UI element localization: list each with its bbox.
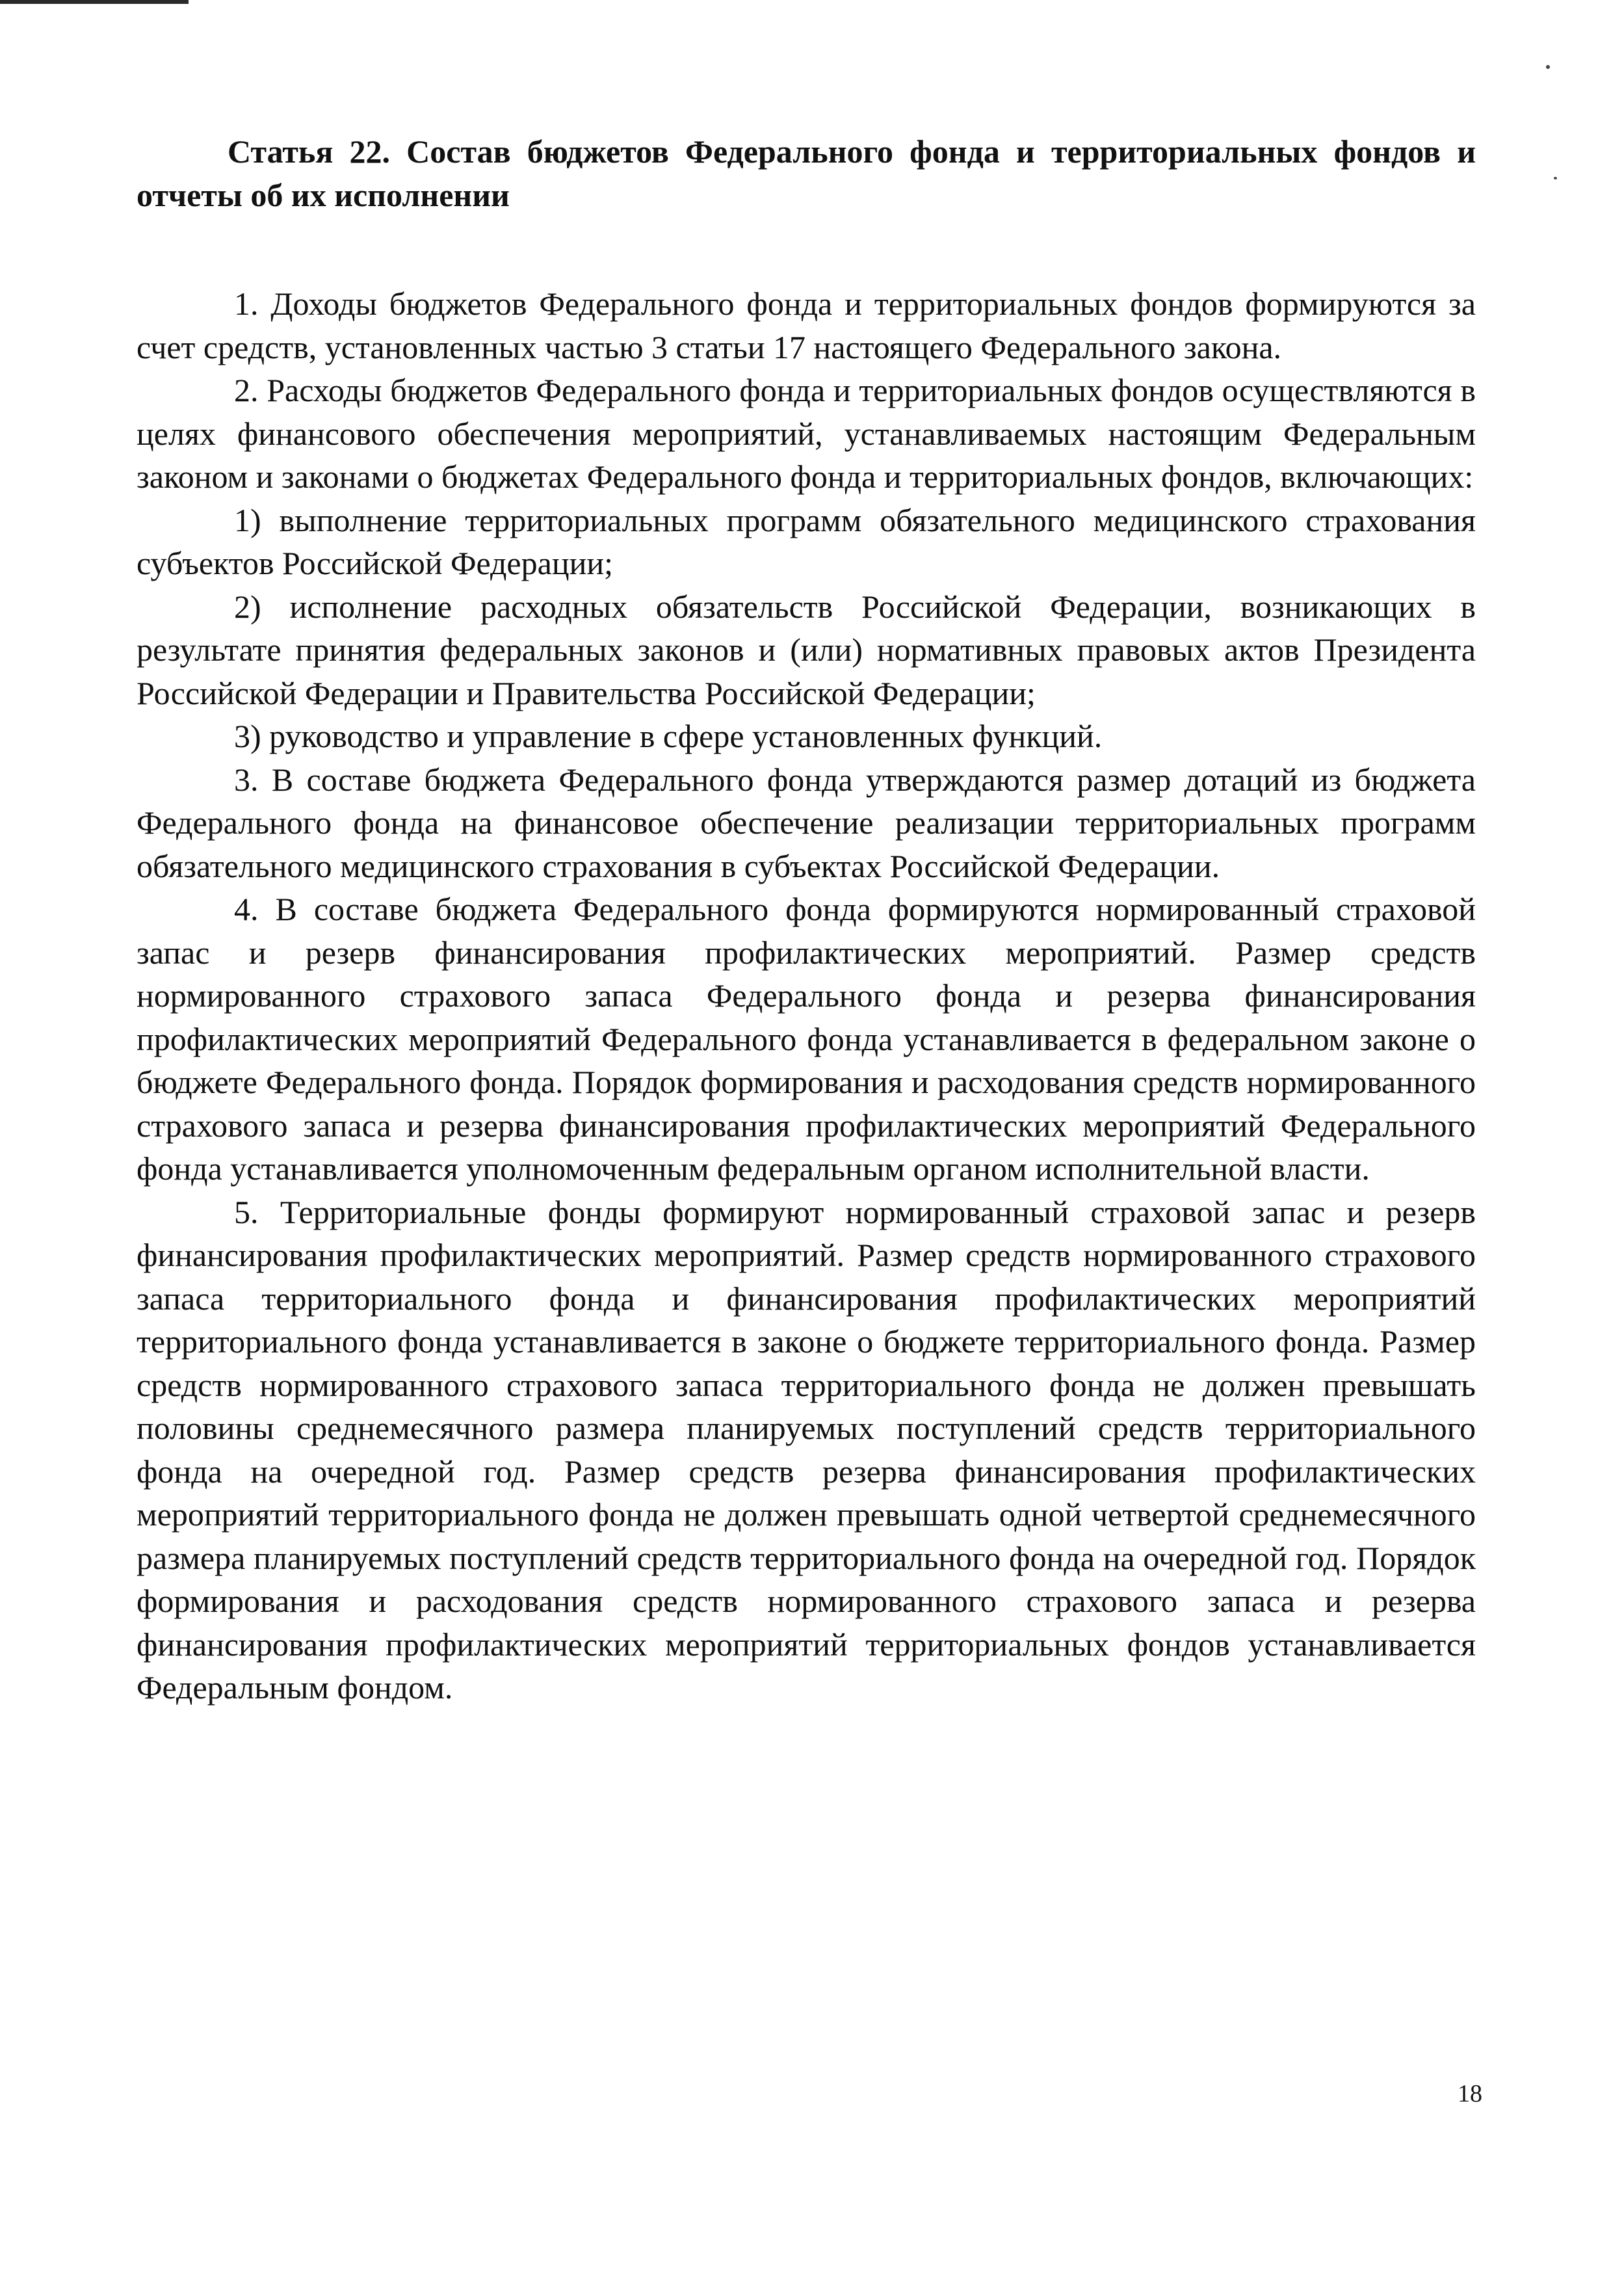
paragraph-4: 4. В составе бюджета Федерального фонда формируются нормированный страховой запас и резерв финансирования профилактических мероприятий. Размер средств нормированного страхового запаса Федерального фонда и резерва финансирования профилактических мероприятий Федерального фонда устанавливается в федеральном законе о бюджете Федерального фонда. Порядок формирования и расходования средств нормированного страхового запаса и резерва финансирования профилактических мероприятий Федерального фонда устанавливается уполномоченным федеральным органом исполнительной власти.: [137, 891, 1476, 1187]
paragraph-3: 3. В составе бюджета Федерального фонда утверждаются размер дотаций из бюджета Федерального фонда на финансовое обеспечение реализации территориальных программ обязательного медицинского страхования в субъектах Российской Федерации.: [137, 761, 1476, 884]
paragraph-2-item-2: 2) исполнение расходных обязательств Российской Федерации, возникающих в результате принятия федеральных законов и (или) нормативных правовых актов Президента Российской Федерации и Правительства Российской Федерации;: [137, 588, 1476, 711]
scan-edge-mark: [0, 0, 189, 4]
paragraph-2-item-3: 3) руководство и управление в сфере установленных функций.: [234, 718, 1103, 754]
scan-speck: [1554, 177, 1557, 179]
document-page: [137, 130, 1476, 1709]
paragraph-1: 1. Доходы бюджетов Федерального фонда и территориальных фондов формируются за счет средств, установленных частью 3 статьи 17 настоящего Федерального закона.: [137, 285, 1476, 365]
page-number: 18: [1458, 2080, 1482, 2107]
paragraph-2: 2. Расходы бюджетов Федерального фонда и территориальных фондов осуществляются в целях финансового обеспечения мероприятий, устанавливаемых настоящим Федеральным законом и законами о бюджетах Федерального фонда и территориальных фондов, включающих:: [137, 372, 1476, 495]
scan-speck: [1546, 65, 1550, 69]
paragraph-5: 5. Территориальные фонды формируют нормированный страховой запас и резерв финансирования профилактических мероприятий. Размер средств нормированного страхового запаса территориального фонда и финансирования профилактических мероприятий территориального фонда устанавливается в законе о бюджете территориального фонда. Размер средств нормированного страхового запаса территориального фонда не должен превышать половины среднемесячного размера планируемых поступлений средств территориального фонда на очередной год. Размер средств резерва финансирования профилактических мероприятий территориального фонда не должен превышать одной четвертой среднемесячного размера планируемых поступлений средств территориального фонда на очередной год. Порядок формирования и расходования средств нормированного страхового запаса и резерва финансирования профилактических мероприятий территориальных фондов устанавливается Федеральным фондом.: [137, 1193, 1476, 1706]
paragraph-2-item-1: 1) выполнение территориальных программ обязательного медицинского страхования субъектов Российской Федерации;: [137, 501, 1476, 581]
article-heading: Статья 22. Состав бюджетов Федерального фонда и территориальных фондов и отчеты об их исполнении: [137, 133, 1476, 213]
